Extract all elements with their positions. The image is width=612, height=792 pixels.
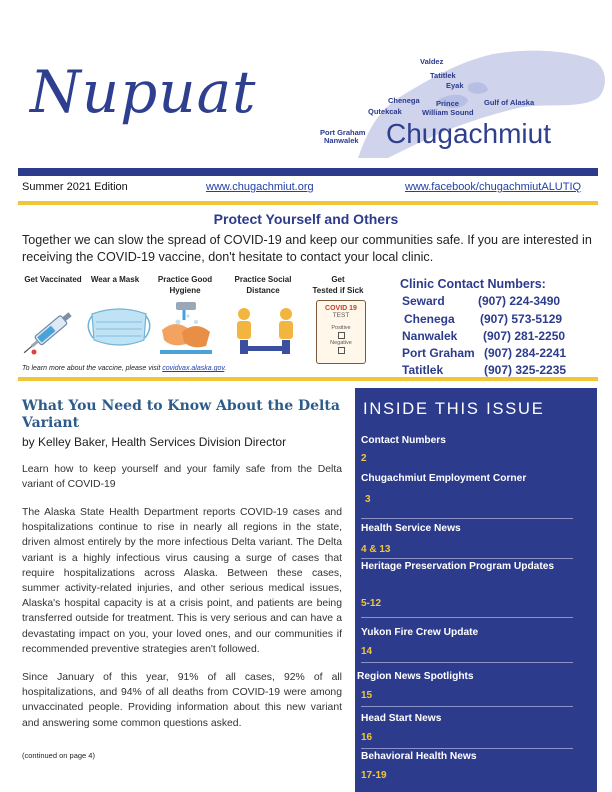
article-paragraph-2: The Alaska State Health Department reports COVID-19 cases and hospitalizations continue to rise in nearly all regions in the state, driven almost entirely by the more infectious Delta variant. The Delta variant is a highly infectious virus causing a surge of cases that require hospitalizations across Alaska. Between these cases, summer activity-related injuries, and other serious medical issues, Alaska's hospital capacity is at a crisis point, and patients are being transferred outside for treatment. This is very serious and can have a devastating impact on you, your loved ones, and our communities if recommended preventive strategies aren't followed. [22,507,342,655]
handwashing-icon [156,300,216,358]
toc-divider [361,617,573,618]
covid-intro: Together we can slow the spread of COVID-19 and keep our communities safe. If you are interested in receiving the COVID-19 vaccine, don't hesitate to contact your local clinic. [22,233,592,264]
toc-page-heritage-preservation: 5-12 [361,598,382,609]
clinic-name-tatitlek: Tatitlek [402,363,444,377]
toc-page-head-start-news: 16 [361,732,373,743]
article-paragraph-1: Learn how to keep yourself and your family safe from the Delta variant of COVID-19 [22,464,342,491]
toc-item-health-service-news[interactable]: Health Service News [361,523,461,534]
clinic-phone-port-graham: (907) 284-2241 [484,346,567,360]
tip-get-tested [303,274,373,296]
toc-item-head-start-news[interactable]: Head Start News [361,713,442,724]
edition-label: Summer 2021 Edition [22,181,128,193]
toc-page-yukon-fire-crew: 14 [361,646,373,657]
map-label-prince: Prince [436,99,459,108]
map-label-nanwalek: Nanwalek [324,136,359,145]
header-divider [18,168,598,176]
continued-note: (continued on page 4) [22,751,95,760]
vaccine-link[interactable]: covidvax.alaska.gov [162,365,225,372]
toc-divider [361,558,573,559]
clinic-numbers-title: Clinic Contact Numbers: [400,277,546,291]
toc-divider [361,706,573,707]
clinic-phone-nanwalek: (907) 281-2250 [483,329,566,343]
tip-get-tested-rest: Tested if Sick [312,286,364,295]
negative-checkbox [338,347,345,354]
test-card-negative: Negative [330,340,352,346]
toc-item-behavioral-health[interactable]: Behavioral Health News [361,751,477,762]
vaccine-note-end: . [224,365,227,372]
toc-divider [361,748,573,749]
positive-checkbox [338,332,345,339]
article-paragraph-3: Since January of this year, 91% of all cases, 92% of all hospitalizations, and 94% of all deaths from COVID-19 were among unvaccinated people. Providing information about this new variant and answering some common questions asked. [22,672,342,729]
toc-item-yukon-fire-crew[interactable]: Yukon Fire Crew Update [361,627,479,638]
syringe-icon [22,300,82,358]
tip-hygiene: Practice Good Hygiene [157,275,213,295]
facebook-link[interactable]: www.facebook/chugachmiutALUTIQ [405,181,582,193]
map-label-chenega: Chenega [388,96,420,105]
clinic-name-nanwalek: Nanwalek [402,329,458,343]
tip-get-vaccinated: Get Vaccinated [24,275,82,284]
vaccine-note-text: To learn more about the vaccine, please visit [22,365,163,372]
article-byline: by Kelley Baker, Health Services Division Director [22,435,287,449]
toc-divider [361,518,573,519]
test-card-title: COVID 19 [325,305,357,312]
clinic-phone-tatitlek: (907) 325-2235 [484,363,567,377]
toc-page-employment-corner: 3 [365,494,371,505]
map-label-william-sound: William Sound [422,108,474,117]
brand-name: Chugachmiut [386,118,551,149]
toc-divider [361,662,573,663]
clinic-name-seward: Seward [402,294,445,308]
toc-page-health-service-news: 4 & 13 [361,544,391,555]
toc-item-employment-corner[interactable]: Chugachmiut Employment Corner [361,473,527,484]
toc-page-region-news: 15 [361,690,373,701]
covid-test-card-icon [316,300,366,364]
toc-item-region-news[interactable]: Region News Spotlights [357,671,474,682]
map-label-qutekcak: Qutekcak [368,107,402,116]
clinic-name-chenega: Chenega [404,312,455,326]
tip-get-tested-prefix: Get [331,275,345,284]
tip-wear-mask: Wear a Mask [90,275,140,284]
map-label-gulf-of-alaska: Gulf of Alaska [484,98,535,107]
tip-social-distance: Practice Social Distance [234,275,292,295]
covid-heading: Protect Yourself and Others [213,211,399,227]
article-title: What You Need to Know About the Delta Variant [22,398,340,431]
map-label-port-graham: Port Graham [320,128,366,137]
website-link[interactable]: www.chugachmiut.org [206,181,314,193]
social-distance-icon [232,300,298,358]
toc-item-contact-numbers[interactable]: Contact Numbers [361,435,446,446]
test-card-positive: Positive [331,325,351,331]
toc-page-contact-numbers: 2 [361,453,367,464]
toc-item-heritage-preservation[interactable]: Heritage Preservation Program Updates [361,561,555,572]
clinic-name-port-graham: Port Graham [402,346,475,360]
map-label-valdez: Valdez [420,57,444,66]
inside-this-issue-sidebar [355,388,597,792]
vaccine-note [22,365,226,372]
map-label-tatitlek: Tatitlek [430,71,456,80]
mask-icon [84,300,154,352]
clinic-phone-chenega: (907) 573-5129 [480,312,563,326]
toc-page-behavioral-health: 17-19 [361,770,387,781]
newsletter-title: Nupuat [30,58,257,126]
sidebar-title: INSIDE THIS ISSUE [363,400,545,418]
test-card-sub: TEST [332,312,350,319]
gold-divider-bottom [18,377,598,381]
map-label-eyak: Eyak [446,81,464,90]
gold-divider-top [18,201,598,205]
clinic-phone-seward: (907) 224-3490 [478,294,561,308]
